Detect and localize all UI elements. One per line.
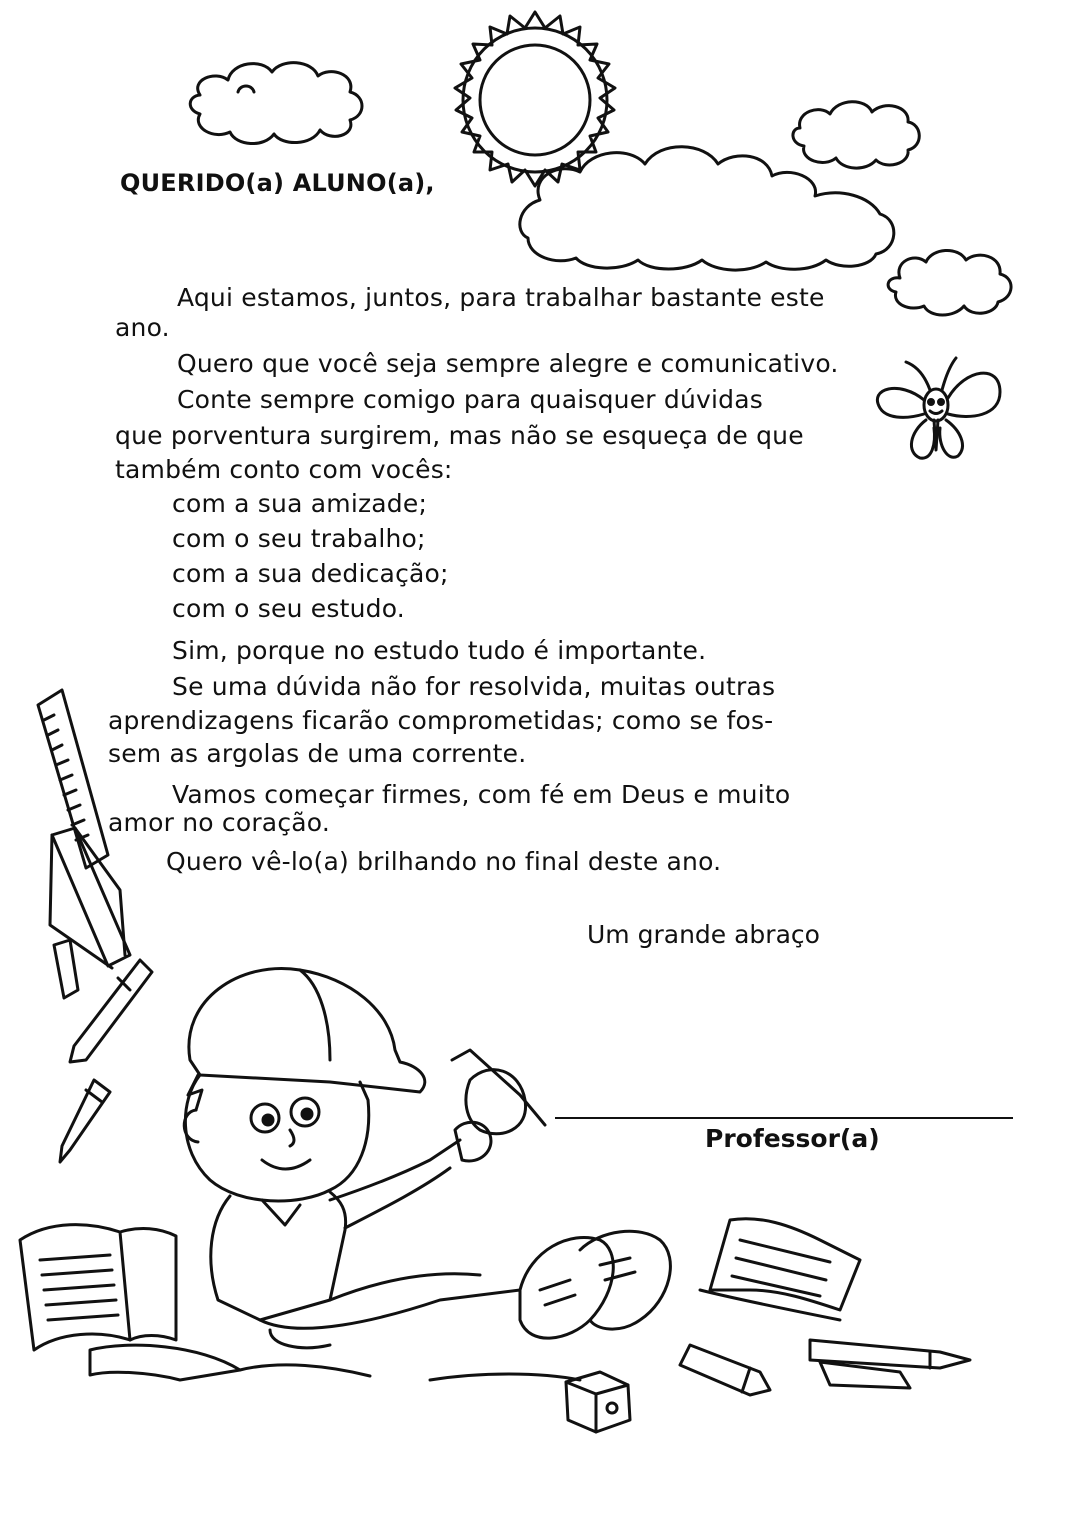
signature-line [555, 1117, 1013, 1119]
letter-line: Quero vê-lo(a) brilhando no final deste ano. [166, 847, 722, 876]
cloud-icon-3 [520, 147, 894, 270]
papers-icon [700, 1219, 860, 1320]
cloud-icon-2 [793, 102, 919, 168]
letter-line: Conte sempre comigo para quaisquer dúvidas [177, 385, 763, 414]
cloud-icon-4 [888, 250, 1011, 315]
butterfly-icon [877, 358, 1000, 458]
greeting: QUERIDO(a) ALUNO(a), [120, 169, 435, 197]
cloud-icon [190, 63, 362, 144]
letter-line: com a sua dedicação; [172, 559, 449, 588]
pen-icon-2 [810, 1340, 970, 1388]
letter-line: também conto com vocês: [115, 455, 453, 484]
ruler-icon [38, 690, 108, 868]
pen-icon [70, 960, 152, 1062]
letter-line: aprendizagens ficarão comprometidas; como se fos- [108, 706, 774, 735]
sharpener-icon [566, 1372, 630, 1432]
letter-line: Sim, porque no estudo tudo é importante. [172, 636, 707, 665]
letter-line: com a sua amizade; [172, 489, 428, 518]
letter-line: Quero que você seja sempre alegre e comunicativo. [177, 349, 839, 378]
letter-line: Se uma dúvida não for resolvida, muitas outras [172, 672, 776, 701]
pencil-icon [60, 1080, 110, 1162]
notebook-icon [50, 828, 130, 968]
letter-line: amor no coração. [108, 808, 330, 837]
letter-line: sem as argolas de uma corrente. [108, 739, 527, 768]
closing: Um grande abraço [587, 920, 820, 949]
eraser-icon [54, 940, 78, 998]
letter-line: com o seu estudo. [172, 594, 405, 623]
letter-line: que porventura surgirem, mas não se esqueça de que [115, 421, 804, 450]
signature-label: Professor(a) [705, 1124, 880, 1153]
letter-line: Vamos começar firmes, com fé em Deus e muito [172, 780, 791, 809]
crayon-icon [680, 1345, 770, 1395]
letter-line: Aqui estamos, juntos, para trabalhar bastante este [177, 283, 825, 312]
book-icon [20, 1225, 240, 1380]
boy-icon [184, 968, 670, 1380]
letter-line: ano. [115, 313, 170, 342]
letter-line: com o seu trabalho; [172, 524, 426, 553]
